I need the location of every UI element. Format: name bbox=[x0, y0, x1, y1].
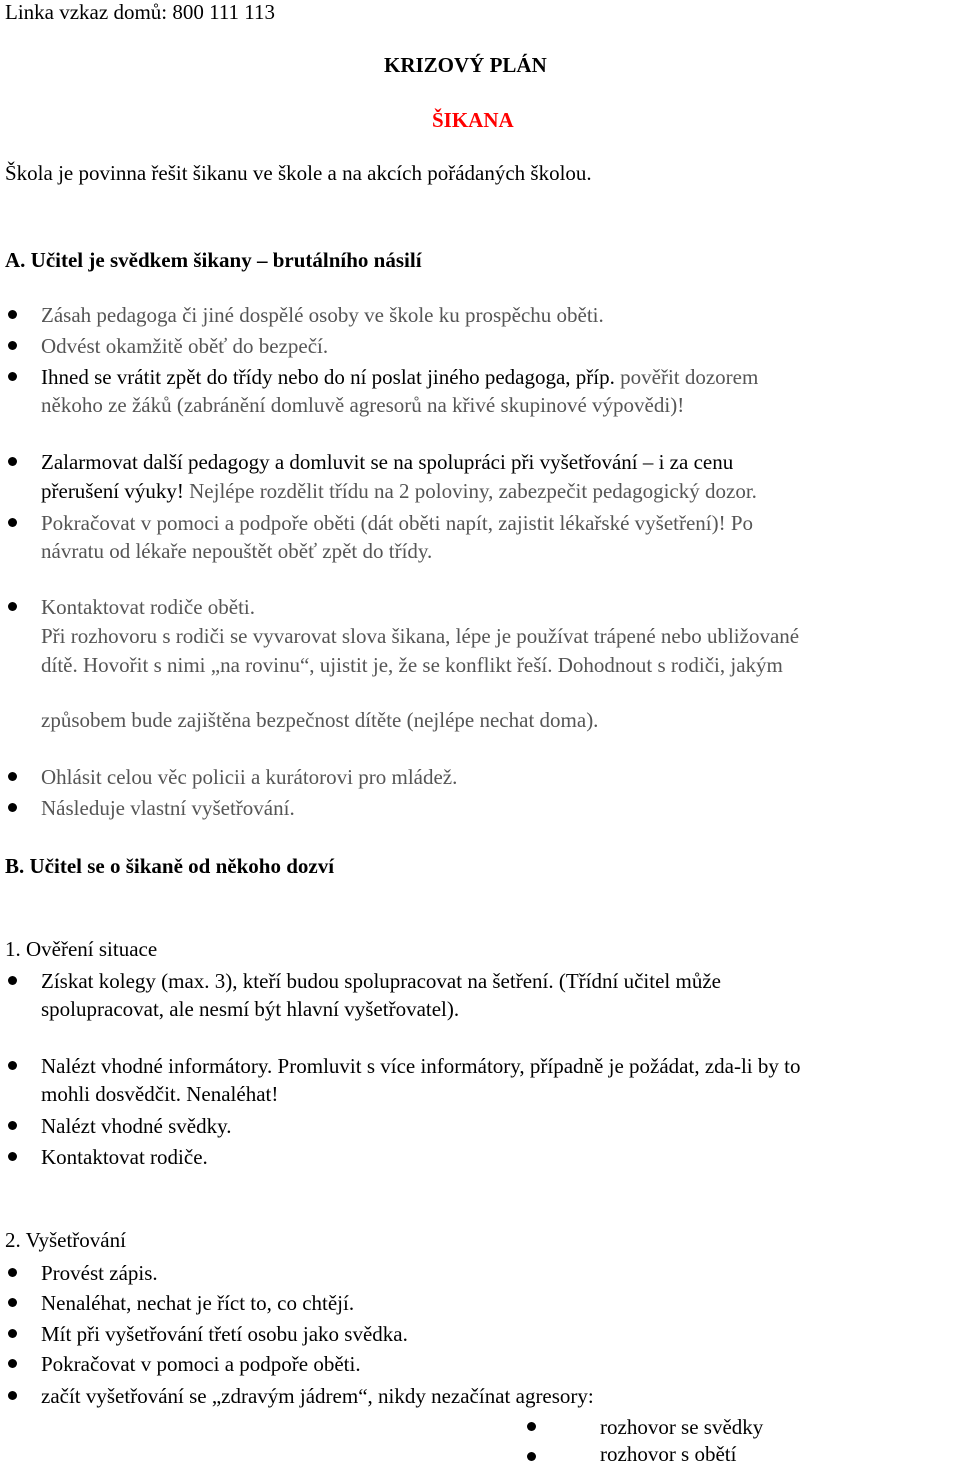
bullet-icon bbox=[8, 1298, 17, 1307]
bullet-icon bbox=[8, 310, 17, 319]
bullet-icon bbox=[8, 976, 17, 985]
list-item-continuation: dítě. Hovořit s nimi „na rovinu“, ujistit je, že se konflikt řeší. Dohodnout s rodiči, jakým bbox=[41, 653, 783, 677]
section-a-heading: A. Učitel je svědkem šikany – brutálního násilí bbox=[5, 248, 422, 272]
list-item-continuation: způsobem bude zajištěna bezpečnost dítěte (nejlépe nechat doma). bbox=[41, 708, 599, 732]
list-item: Zásah pedagoga či jiné dospělé osoby ve škole ku prospěchu oběti. bbox=[41, 303, 604, 327]
list-item: Provést zápis. bbox=[41, 1261, 158, 1285]
subsection-heading: 2. Vyšetřování bbox=[5, 1228, 126, 1252]
hotline-text: Linka vzkaz domů: 800 111 113 bbox=[5, 0, 276, 24]
list-item: Nalézt vhodné svědky. bbox=[41, 1114, 232, 1138]
bullet-icon bbox=[8, 341, 17, 350]
sub-list-item: rozhovor s obětí bbox=[600, 1442, 737, 1466]
sub-list-item: rozhovor se svědky bbox=[600, 1415, 764, 1439]
list-item-continuation bbox=[41, 479, 757, 503]
bullet-icon bbox=[527, 1422, 536, 1431]
list-item: Kontaktovat rodiče. bbox=[41, 1145, 208, 1169]
list-item: Odvést okamžitě oběť do bezpečí. bbox=[41, 334, 329, 358]
bullet-icon bbox=[8, 803, 17, 812]
list-item bbox=[41, 365, 758, 389]
bullet-icon bbox=[8, 372, 17, 381]
list-item: Pokračovat v pomoci a podpoře oběti. bbox=[41, 1352, 361, 1376]
bullet-icon bbox=[8, 1329, 17, 1338]
subsection-heading: 1. Ověření situace bbox=[5, 937, 158, 961]
section-b-heading: B. Učitel se o šikaně od někoho dozví bbox=[5, 854, 335, 878]
bullet-icon bbox=[8, 1391, 17, 1400]
list-item: Následuje vlastní vyšetřování. bbox=[41, 796, 295, 820]
list-item-continuation: někoho ze žáků (zabránění domluvě agresorů na křivé skupinové výpovědi)! bbox=[41, 393, 685, 417]
list-item: Nalézt vhodné informátory. Promluvit s více informátory, případně je požádat, zda-li by to bbox=[41, 1054, 801, 1078]
list-item-continuation: spolupracovat, ale nesmí být hlavní vyšetřovatel). bbox=[41, 997, 460, 1021]
list-item-continuation: Při rozhovoru s rodiči se vyvarovat slova šikana, lépe je používat trápené nebo ubližované bbox=[41, 624, 800, 648]
bullet-icon bbox=[8, 1061, 17, 1070]
bullet-icon bbox=[8, 1152, 17, 1161]
page-title: KRIZOVÝ PLÁN bbox=[384, 53, 547, 77]
bullet-icon bbox=[8, 772, 17, 781]
list-item-continuation: návratu od lékaře nepouštět oběť zpět do třídy. bbox=[41, 539, 433, 563]
list-item-continuation: mohli dosvědčit. Nenaléhat! bbox=[41, 1082, 279, 1106]
bullet-icon bbox=[8, 1121, 17, 1130]
list-item: Zalarmovat další pedagogy a domluvit se na spolupráci při vyšetřování – i za cenu bbox=[41, 450, 734, 474]
bullet-icon bbox=[8, 457, 17, 466]
list-item-text: Nejlépe rozdělit třídu na 2 poloviny, zabezpečit pedagogický dozor. bbox=[183, 479, 757, 503]
list-item: Kontaktovat rodiče oběti. bbox=[41, 595, 256, 619]
intro-text: Škola je povinna řešit šikanu ve škole a na akcích pořádaných školou. bbox=[5, 161, 592, 185]
list-item: Získat kolegy (max. 3), kteří budou spolupracovat na šetření. (Třídní učitel může bbox=[41, 969, 721, 993]
bullet-icon bbox=[8, 602, 17, 611]
list-item: začít vyšetřování se „zdravým jádrem“, nikdy nezačínat agresory: bbox=[41, 1384, 594, 1408]
bullet-icon bbox=[8, 1268, 17, 1277]
bullet-icon bbox=[8, 518, 17, 527]
bullet-icon bbox=[8, 1359, 17, 1368]
page-subtitle: ŠIKANA bbox=[432, 108, 514, 132]
list-item: Mít při vyšetřování třetí osobu jako svědka. bbox=[41, 1322, 408, 1346]
list-item: Pokračovat v pomoci a podpoře oběti (dát oběti napít, zajistit lékařské vyšetření)! Po bbox=[41, 511, 754, 535]
list-item-text: přerušení výuky! bbox=[41, 479, 184, 503]
list-item-text: pověřit dozorem bbox=[614, 365, 759, 389]
list-item: Nenaléhat, nechat je říct to, co chtějí. bbox=[41, 1291, 355, 1315]
bullet-icon bbox=[527, 1452, 536, 1461]
list-item-text: Ihned se vrátit zpět do třídy nebo do ní poslat jiného pedagoga, příp. bbox=[41, 365, 615, 389]
list-item: Ohlásit celou věc policii a kurátorovi pro mládež. bbox=[41, 765, 458, 789]
